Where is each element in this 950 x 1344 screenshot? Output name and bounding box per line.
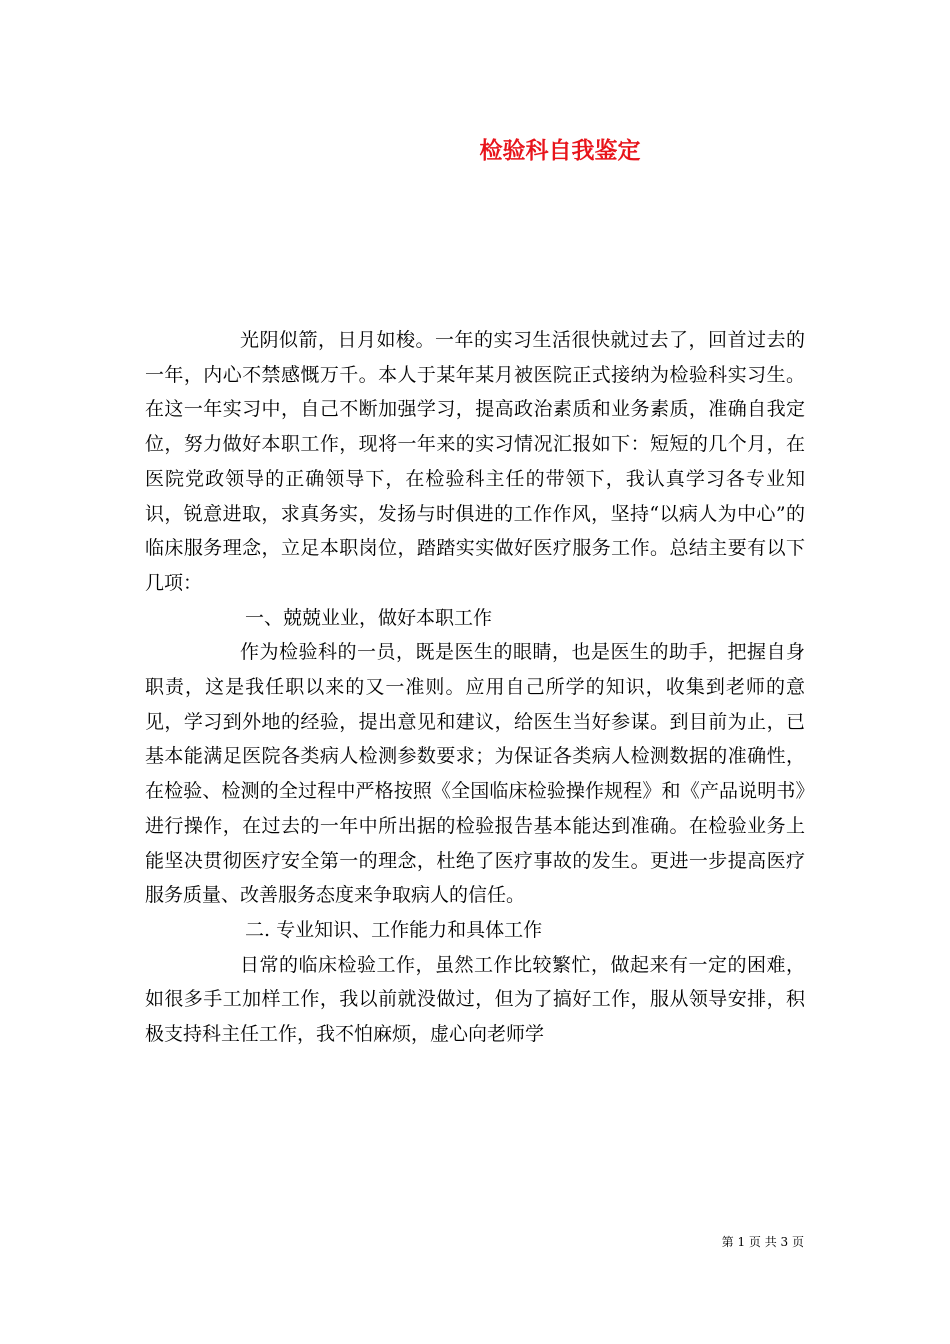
page-title: 检验科自我鉴定 bbox=[479, 137, 641, 164]
paragraph-intro: 光阴似箭，日月如梭。一年的实习生活很快就过去了，回首过去的一年，内心不禁感慨万千。本人于某年某月被医院正式接纳为检验科实习生。在这一年实习中，自己不断加强学习，提高政治素质和业务素质，准确自我定位，努力做好本职工作，现将一年来的实习情况汇报如下：短短的几个月，在医院党政领导的正确领导下，在检验科主任的带领下，我认真学习各专业知识，锐意进取，求真务实，发扬与时俱进的工作作风，坚持“以病人为中心”的临床服务理念，立足本职岗位，踏踏实实做好医疗服务工作。总结主要有以下几项： bbox=[145, 329, 805, 594]
page-number-footer: 第 1 页 共 3 页 bbox=[721, 1235, 804, 1249]
section-heading-1: 一、兢兢业业，做好本职工作 bbox=[245, 606, 493, 629]
document-body bbox=[145, 323, 805, 1052]
paragraph-section-1: 作为检验科的一员，既是医生的眼睛，也是医生的助手，把握自身职责，这是我任职以来的又一准则。应用自己所学的知识，收集到老师的意见，学习到外地的经验，提出意见和建议，给医生当好参谋。到目前为止，已基本能满足医院各类病人检测参数要求；为保证各类病人检测数据的准确性，在检验、检测的全过程中严格按照《全国临床检验操作规程》和《产品说明书》进行操作，在过去的一年中所出据的检验报告基本能达到准确。在检验业务上能坚决贯彻医疗安全第一的理念，杜绝了医疗事故的发生。更进一步提高医疗服务质量、改善服务态度来争取病人的信任。 bbox=[145, 641, 805, 907]
paragraph-section-2: 日常的临床检验工作，虽然工作比较繁忙，做起来有一定的困难，如很多手工加样工作，我以前就没做过，但为了搞好工作，服从领导安排，积极支持科主任工作，我不怕麻烦，虚心向老师学 bbox=[145, 953, 805, 1046]
section-heading-2: 二. 专业知识、工作能力和具体工作 bbox=[245, 918, 543, 941]
